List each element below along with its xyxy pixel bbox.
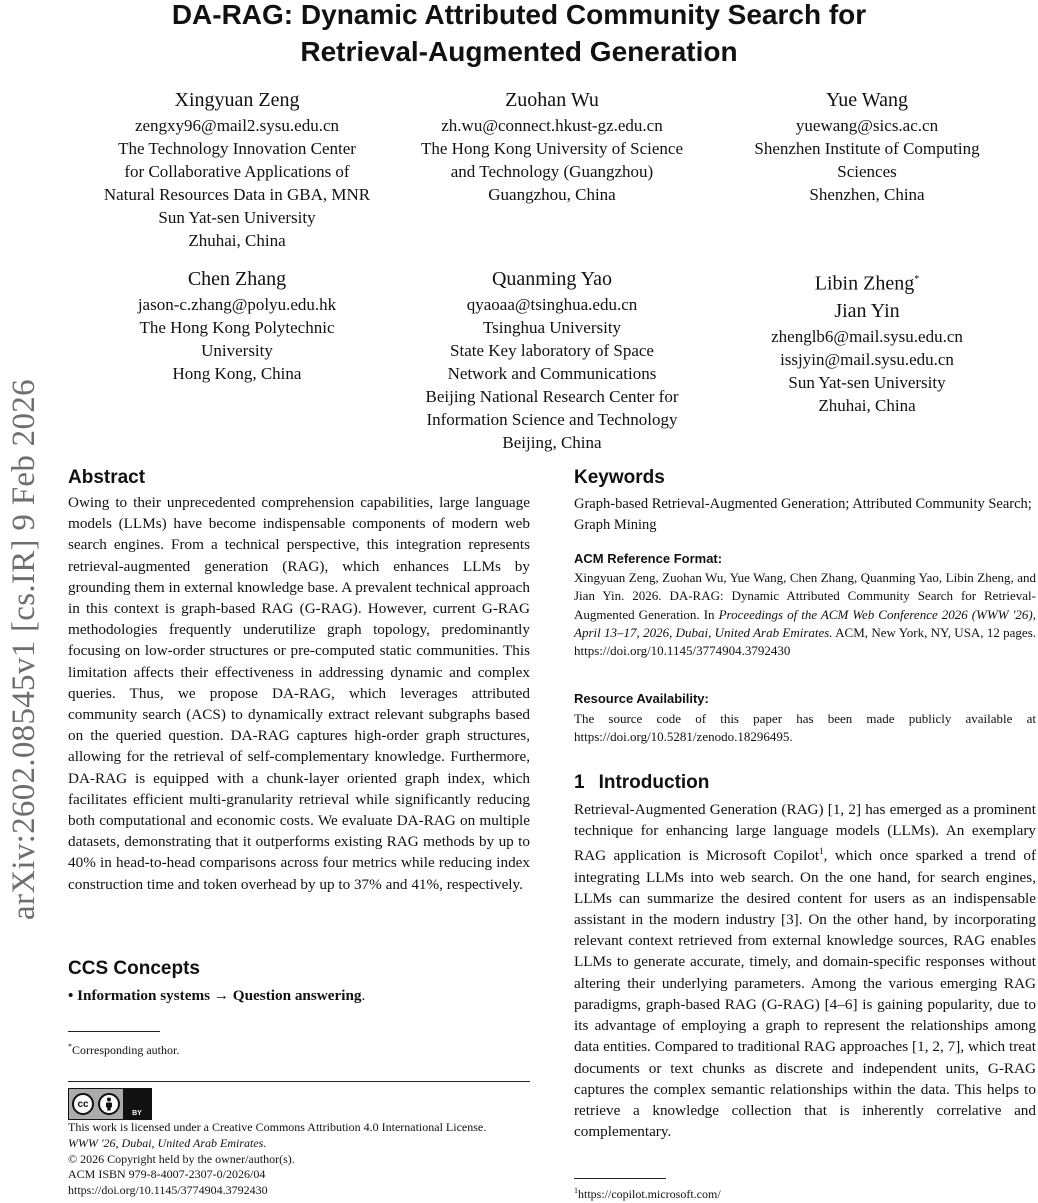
abstract-heading: Abstract [68, 467, 146, 488]
author-name: Quanming Yao [491, 268, 612, 290]
ccs-heading: CCS Concepts [68, 958, 200, 979]
cc-icon: cc [72, 1093, 94, 1115]
title-line-1: DA-RAG: Dynamic Attributed Community Search for [171, 0, 867, 30]
arxiv-stamp: arXiv:2602.08545v1 [cs.IR] 9 Feb 2026 [6, 379, 42, 920]
author-affiliation: Tsinghua University [482, 318, 622, 337]
author-location: Zhuhai, China [818, 395, 916, 415]
intro-part-1: Retrieval-Augmented Generation (RAG) [1, 2] has emerged as a prominent technique for enhancing large language models (LLMs). An exemplary RAG application is Microsoft Copilot [574, 801, 1036, 865]
attribution-icon [98, 1093, 120, 1115]
footnote-rule-right [574, 1178, 666, 1179]
section-number: 1 [574, 772, 585, 793]
resource-text: The source code of this paper has been made publicly available at https://doi.org/10.5281/zenodo.18296495. [574, 711, 1036, 745]
corresponding-footnote [68, 1039, 179, 1059]
cc-by-badge[interactable] [68, 1088, 152, 1120]
author-block-6 [717, 266, 1017, 417]
author-email: issjyin@mail.sysu.edu.cn [780, 349, 954, 369]
paper-title [0, 0, 1038, 70]
intro-part-2: , which once sparked a trend of integrating LLMs into web search. On the one hand, for search engines, LLMs can summarize the desired content for users as an indispensable assistant in the modern industry [3]. On the other hand, by incorporating relevant context retrieved from external knowledge sources, RAG enables LLMs to generate accurate, timely, and domain-specific responses without altering their underlying parameters. Among the various emerging RAG paradigms, graph-based RAG (G-RAG) [4–6] is gaining popularity, due to its advantage of employing a graph to represent the relationships among data entities. Compared to traditional RAG approaches [1, 2, 7], which treat documents or text chunks as discrete and independent units, G-RAG captures the complex semantic relationships within the data. This helps to retrieve a knowledge collection that is inherently correlative and complementary. [574, 847, 1036, 1141]
doi-line[interactable]: https://doi.org/10.1145/3774904.3792430 [68, 1183, 268, 1198]
footnote-rule [68, 1031, 160, 1032]
author-name: Chen Zhang [187, 268, 287, 290]
author-affiliation: Beijing National Research Center for [425, 387, 679, 406]
cc-badge-icons [69, 1089, 123, 1119]
author-affiliation: State Key laboratory of Space [450, 341, 654, 360]
author-name-2: Jian Yin [834, 299, 900, 322]
author-email: zh.wu@connect.hkust-gz.edu.cn [441, 116, 663, 135]
author-affiliation: The Hong Kong University of Science [420, 139, 684, 158]
author-affiliation: Sun Yat-sen University [158, 208, 316, 227]
author-block-4 [87, 266, 387, 385]
author-email: yuewang@sics.ac.cn [795, 116, 939, 135]
author-location: Guangzhou, China [488, 185, 616, 204]
footnote-mark: 1 [574, 1186, 578, 1195]
author-block-5 [387, 266, 717, 454]
footnote-url[interactable]: https://copilot.microsoft.com/ [578, 1187, 721, 1201]
author-email: zengxy96@mail2.sysu.edu.cn [134, 116, 340, 135]
title-line-2: Retrieval-Augmented Generation [300, 36, 738, 67]
author-affiliation: Network and Communications [447, 364, 657, 383]
author-affiliation: Information Science and Technology [426, 410, 678, 429]
author-name: Zuohan Wu [505, 89, 599, 111]
author-affiliation: Sun Yat-sen University [788, 372, 946, 392]
acm-ref-authors: Xingyuan Zeng, Zuohan Wu, Yue Wang, Chen Zhang, Quanming Yao, Libin Zheng, and Jian Yin. 2026. DA-RAG: Dynamic Attributed Community Search for Retrieval-Augmented Generation. In [574, 570, 1036, 622]
copyright-line: © 2026 Copyright held by the owner/author(s). [68, 1151, 295, 1166]
author-affiliation: The Hong Kong Polytechnic [139, 318, 335, 337]
keywords-heading: Keywords [574, 467, 665, 488]
author-location: Beijing, China [502, 433, 602, 452]
author-affiliation: Shenzhen Institute of Computing [754, 139, 980, 158]
author-affiliation: University [201, 341, 273, 360]
venue-text: WWW '26, Dubai, United Arab Emirates. [68, 1135, 267, 1150]
footnote-text: Corresponding author. [72, 1043, 180, 1057]
author-affiliation: Natural Resources Data in GBA, MNR [103, 185, 371, 204]
ccs-item: Information systems [77, 987, 211, 1004]
author-block-2 [392, 87, 712, 206]
license-block [68, 1120, 538, 1199]
author-location: Shenzhen, China [809, 185, 925, 204]
author-block-3 [717, 87, 1017, 206]
license-line: This work is licensed under a Creative Commons Attribution 4.0 International License. [68, 1120, 487, 1134]
abstract-text: Owing to their unprecedented comprehension capabilities, large language models (LLMs) have become indispensable components of modern web search engines. From a technical perspective, this integration represents retrieval-augmented generation (RAG), which enhances LLMs by grounding them in external knowledge base. A prevalent technical approach in this context is graph-based RAG (G-RAG). However, current G-RAG methodologies frequently underutilize graph topology, predominantly focusing on low-order structures or pre-computed static communities. This limitation affects their effectiveness in addressing dynamic and complex queries. Thus, we propose DA-RAG, which leverages attributed community search (ACS) to dynamically extract relevant subgraphs based on the queried question. DA-RAG captures high-order graph structures, allowing for the retrieval of self-complementary knowledge. Furthermore, DA-RAG is equipped with a chunk-layer oriented graph index, which facilitates efficient multi-granularity retrieval while significantly reducing both computational and economic costs. We evaluate DA-RAG on multiple datasets, demonstrating that it outperforms existing RAG methods by up to 40% in head-to-head comparisons across four metrics while reducing index construction time and token overhead by up to 37% and 41%, respectively. [68, 494, 530, 893]
author-location: Zhuhai, China [188, 231, 286, 250]
corresponding-mark: * [914, 274, 920, 285]
author-affiliation: and Technology (Guangzhou) [450, 162, 654, 181]
license-rule [68, 1081, 530, 1082]
arrow-icon: → [213, 987, 229, 1004]
author-location: Hong Kong, China [172, 364, 302, 383]
isbn-line: ACM ISBN 979-8-4007-2307-0/2026/04 [68, 1167, 266, 1182]
ccs-bullet: • [68, 987, 74, 1004]
author-affiliation: Sciences [837, 162, 897, 181]
author-block-1 [62, 87, 412, 252]
resource-heading: Resource Availability: [574, 691, 709, 706]
ccs-sub: Question answering [232, 987, 362, 1004]
acm-ref-text [574, 569, 1036, 660]
author-email: qyaoaa@tsinghua.edu.cn [466, 295, 638, 314]
author-email: jason-c.zhang@polyu.edu.hk [137, 295, 337, 314]
author-name: Yue Wang [826, 89, 908, 111]
intro-text [574, 799, 1036, 1142]
author-affiliation: The Technology Innovation Center [118, 139, 356, 158]
section-title: Introduction [598, 772, 710, 793]
ccs-concepts [68, 985, 530, 1006]
by-label: BY [132, 1110, 142, 1117]
author-affiliation: for Collaborative Applications of [124, 162, 350, 181]
acm-ref-venue: Proceedings of the ACM Web Conference 2026 (WWW '26), April 13–17, 2026, Dubai, United Arab Emirates. [574, 606, 1036, 640]
author-email: zhenglb6@mail.sysu.edu.cn [771, 326, 963, 346]
venue-line [68, 1136, 538, 1152]
acm-ref-pub: ACM, New York, NY, USA, 12 pages. https://doi.org/10.1145/3774904.3792430 [574, 624, 1037, 659]
author-name [717, 266, 1017, 298]
ccs-period: . [361, 987, 366, 1004]
intro-heading [574, 772, 709, 794]
footnote-mark: * [68, 1042, 72, 1051]
copilot-footnote-mark[interactable]: 1 [819, 846, 824, 857]
author-name-text: Libin Zheng [814, 272, 915, 295]
person-icon [103, 1097, 115, 1111]
acm-ref-heading: ACM Reference Format: [574, 551, 723, 566]
author-name: Xingyuan Zeng [174, 89, 300, 111]
keywords-text: Graph-based Retrieval-Augmented Generation; Attributed Community Search; Graph Mining [574, 496, 1032, 534]
